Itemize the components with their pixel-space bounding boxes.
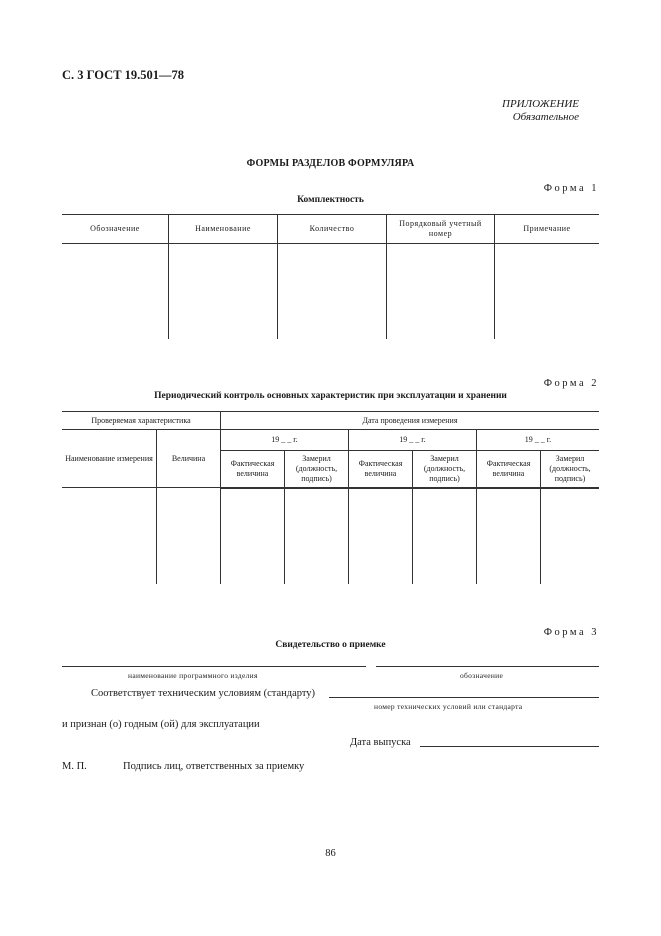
appendix-title: ПРИЛОЖЕНИЕ: [502, 98, 579, 110]
form2-label: Форма 2: [543, 378, 599, 389]
page-header: С. 3 ГОСТ 19.501—78: [62, 68, 185, 82]
accepted-text: и признан (о) годным (ой) для эксплуатации: [62, 719, 260, 730]
product-line: [62, 666, 366, 667]
actual-2: Фактическая величина: [349, 451, 413, 488]
col-name: Наименование: [169, 215, 278, 244]
appendix-block: [502, 98, 579, 124]
measured-1: Замерил (должность, подпись): [285, 451, 349, 488]
standard-caption: номер технических условий или стандарта: [374, 702, 523, 711]
value-header: Величина: [157, 430, 221, 488]
date-header: Дата проведения измерения: [221, 412, 600, 430]
checked-header: Проверяемая характеристика: [62, 412, 221, 430]
standard-line: [329, 697, 599, 698]
measured-2: Замерил (должность, подпись): [413, 451, 477, 488]
form1-title: Комплектность: [297, 195, 364, 205]
designation-caption: обозначение: [460, 671, 504, 680]
page-number: 86: [325, 848, 336, 859]
col-note: Примечание: [495, 215, 600, 244]
measured-3: Замерил (должность, подпись): [541, 451, 600, 488]
form1-table: [62, 214, 599, 339]
col-quantity: Количество: [278, 215, 387, 244]
form1-label: Форма 1: [543, 183, 599, 194]
main-title: ФОРМЫ РАЗДЕЛОВ ФОРМУЛЯРА: [246, 158, 415, 169]
product-caption: наименование программного изделия: [128, 671, 258, 680]
name-header: Наименование измерения: [62, 430, 157, 488]
form2-title: Периодический контроль основных характеристик при эксплуатации и хранении: [154, 391, 507, 401]
release-date-label: Дата выпуска: [350, 737, 411, 748]
form3-label: Форма 3: [543, 627, 599, 638]
conforms-text: Соответствует техническим условиям (стандарту): [91, 688, 316, 699]
year-3: 19 _ _ г.: [477, 430, 600, 451]
appendix-note: Обязательное: [512, 111, 579, 123]
year-1: 19 _ _ г.: [221, 430, 349, 451]
release-date-line: [420, 746, 599, 747]
stamp-label: М. П.: [62, 761, 87, 772]
signature-label: Подпись лиц, ответственных за приемку: [123, 761, 305, 772]
form2-table: [62, 411, 599, 584]
designation-line: [376, 666, 599, 667]
actual-1: Фактическая величина: [221, 451, 285, 488]
col-serial: Порядковый учетный номер: [387, 215, 495, 244]
col-designation: Обозначение: [62, 215, 169, 244]
form3-title: Свидетельство о приемке: [275, 640, 386, 650]
actual-3: Фактическая величина: [477, 451, 541, 488]
year-2: 19 _ _ г.: [349, 430, 477, 451]
